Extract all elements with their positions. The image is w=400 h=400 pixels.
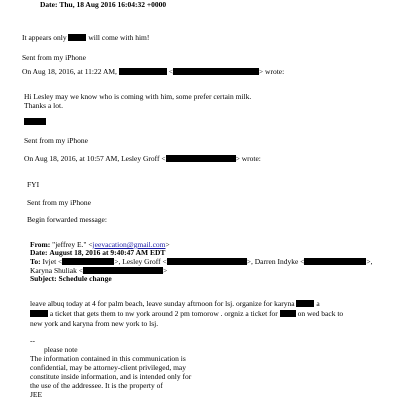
footer-line4: the use of the addressee. It is the property of (30, 381, 163, 390)
from-name: "jeffrey E." < (52, 240, 93, 249)
date-label: Date: (40, 0, 58, 9)
to-line2-end: > (162, 266, 168, 275)
reply2-redaction (24, 117, 46, 126)
reply3-signature: Sent from my iPhone (27, 198, 91, 207)
body-line2-text: a ticket that gets them to nw york around 2 pm tomorow . orgniz a ticket for (49, 309, 278, 318)
quote-header-start: On Aug 18, 2016, at 10:57 AM, Lesley Groff < (24, 154, 166, 163)
forward-subject (30, 274, 112, 283)
footer-note: please note (44, 345, 78, 354)
forward-body-line2 (30, 309, 343, 318)
forward-date (30, 248, 165, 257)
footer-line3: constitute inside information, and is intended only for (30, 372, 192, 381)
redaction-block (296, 300, 314, 307)
to-line2: Karyna Shuliak < (30, 266, 83, 275)
fwd-date-value: August 18, 2016 at 9:40:47 AM EDT (49, 248, 166, 257)
from-end: > (165, 240, 170, 249)
forward-body-line3: new york and karyna from new york to lsj. (30, 319, 159, 328)
redaction-block (83, 267, 163, 274)
body-line1-text: leave albuq today at 4 for palm beach, leave sunday aftrnoon for lsj. organize for karyna (30, 299, 295, 308)
footer-dashes: -- (30, 336, 35, 345)
body-line1-end: a (316, 299, 320, 308)
to-start: Ivjet < (42, 257, 63, 266)
redaction-block (68, 34, 86, 41)
footer-line5: JEE (30, 390, 43, 399)
redaction-block (24, 118, 46, 125)
date-value: Thu, 18 Aug 2016 16:04:32 +0000 (59, 0, 167, 9)
reply2-body-line1: Hi Lesley may we know who is coming with him, some prefer certain milk. (24, 92, 252, 101)
forward-body-line1 (30, 299, 320, 308)
quote-header-end: > wrote: (258, 67, 285, 76)
reply1-quote-header: On Aug 18, 2016, at 11:22 AM, < > wrote: (22, 67, 285, 76)
redaction-block (173, 68, 259, 75)
header-date (40, 0, 166, 9)
fwd-date-label: Date: (30, 248, 48, 257)
reply1-body (22, 33, 149, 42)
reply2-signature: Sent from my iPhone (24, 136, 88, 145)
reply2-body-line2: Thanks a lot. (24, 101, 63, 110)
redaction-block (167, 258, 247, 265)
subject-label: Subject: (30, 274, 57, 283)
reply1-text-end: will come with him! (88, 33, 150, 42)
reply2-quote-header (24, 154, 261, 163)
from-email-link[interactable]: jeevacation@gmail.com (92, 240, 166, 249)
quote-header-start: On Aug 18, 2016, at 11:22 AM, (22, 67, 117, 76)
redaction-block (30, 310, 48, 317)
to-end: >, (366, 257, 373, 266)
from-label: From: (30, 240, 51, 249)
redaction-block (304, 258, 366, 265)
forwarded-message-label: Begin forwarded message: (27, 215, 107, 224)
footer-line1: The information contained in this communication is (30, 354, 186, 363)
reply1-signature: Sent from my iPhone (22, 53, 86, 62)
to-label: To: (30, 257, 41, 266)
to-mid1: >, Lesley Groff < (114, 257, 167, 266)
reply1-text-start: It appears only (22, 33, 67, 42)
redaction-block (166, 155, 236, 162)
to-mid2: >, Darren Indyke < (246, 257, 305, 266)
forward-to (30, 257, 373, 266)
quote-header-end: > wrote: (235, 154, 261, 163)
redaction-block (119, 68, 167, 75)
body-line2-end: on wed back to (297, 309, 344, 318)
subject-value: Schedule change (58, 274, 112, 283)
redaction-block (62, 258, 114, 265)
redaction-block (280, 310, 296, 317)
footer-line2: confidential, may be attorney-client privileged, may (30, 363, 186, 372)
reply3-fyi: FYI (27, 180, 40, 189)
